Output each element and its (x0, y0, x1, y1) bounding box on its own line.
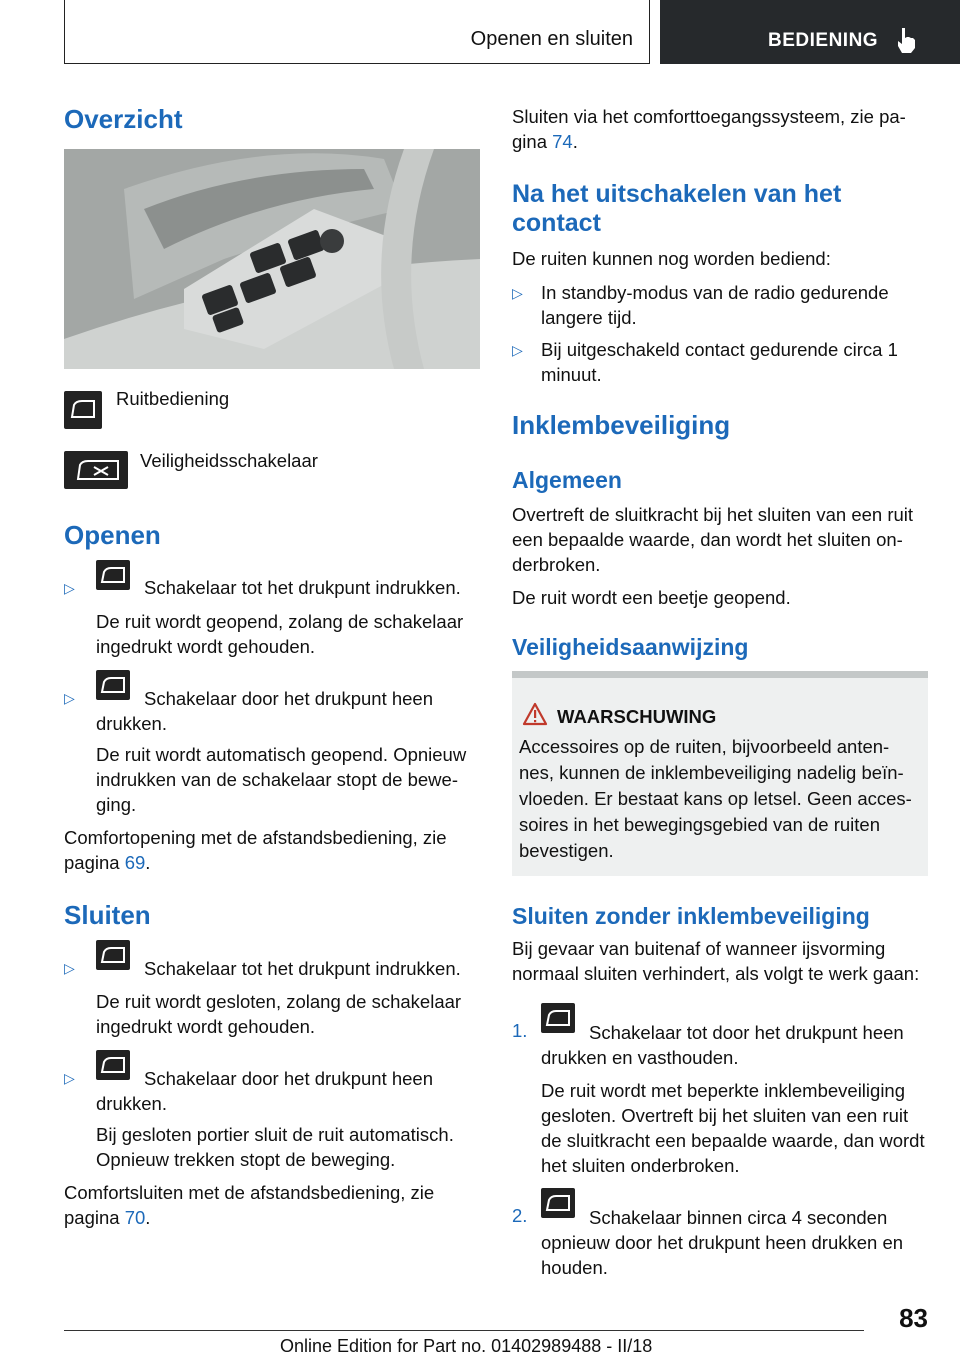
openen-bullet-1-detail: De ruit wordt geopend, zolang de schakelaar ingedrukt wordt gehouden. (96, 611, 464, 657)
page-link-74[interactable]: 74 (552, 131, 573, 152)
algemeen-text: Overtreft de sluitkracht bij het sluiten van een ruit een bepaalde waarde, dan wordt het sluiten on-derbroken. (512, 504, 914, 575)
algemeen-text-2: De ruit wordt een beetje geopend. (512, 587, 791, 608)
step-2-text: Schakelaar binnen circa 4 seconden opnieuw door het drukpunt heen drukken en houden. (541, 1207, 904, 1278)
comfortsluiten-text: Comfortsluiten met de afstandsbediening, zie pagina 70. (64, 1182, 435, 1228)
step-2-number: 2. (512, 1205, 528, 1226)
openen-bullet-2-detail: De ruit wordt automatisch geopend. Opnieuw indrukken van de schakelaar stopt de bewe-ging. (96, 744, 467, 815)
sluiten-bullet-1-detail: De ruit wordt gesloten, zolang de schakelaar ingedrukt wordt gehouden. (96, 991, 462, 1037)
warning-text: Accessoires op de ruiten, bijvoorbeeld anten-nes, kunnen de inklembeveiliging nadelig beïn-vloeden. Er bestaat kans op letsel. Geen acces-soires in het bewegingsgebied van de ruiten bevestigen. (519, 736, 912, 861)
legend-ruitbediening: Ruitbediening (116, 388, 230, 409)
sluiten-zonder-text: Bij gevaar van buitenaf of wanneer ijsvorming normaal sluiten verhindert, als volgt te werk gaan: (512, 938, 920, 984)
na-uitschakelen-heading: Na het uitschakelen van het contact (512, 180, 842, 237)
veiligheidsaanwijzing-heading: Veiligheidsaanwijzing (512, 634, 749, 660)
sluiten-zonder-heading: Sluiten zonder inklembeveiliging (512, 903, 870, 929)
hand-pointer-icon (896, 26, 918, 54)
step-1-text: Schakelaar tot door het drukpunt heen drukken en vasthouden. (541, 1022, 904, 1068)
window-switch-icon (96, 560, 130, 590)
warning-title: WAARSCHUWING (557, 706, 717, 727)
safety-switch-icon (64, 451, 128, 489)
algemeen-heading: Algemeen (512, 467, 622, 493)
page-number: 83 (899, 1303, 928, 1333)
step-1-number: 1. (512, 1020, 528, 1041)
bullet-icon: ▷ (64, 960, 75, 976)
openen-bullet-1: Schakelaar tot het drukpunt indrukken. (144, 577, 461, 598)
bullet-icon: ▷ (512, 342, 523, 358)
page-link-69[interactable]: 69 (124, 852, 146, 873)
chapter-title: Openen en sluiten (470, 28, 633, 50)
header-chapter-box (64, 0, 650, 64)
na-bullet-2: Bij uitgeschakeld contact gedurende circa 1 minuut. (541, 339, 898, 385)
door-switch-photo (64, 149, 480, 369)
legend-veiligheidsschakelaar: Veiligheidsschakelaar (140, 450, 318, 471)
footer-divider (64, 1330, 864, 1331)
window-switch-icon (64, 391, 102, 429)
na-bullet-1: In standby-modus van de radio gedurende langere tijd. (541, 282, 889, 328)
overzicht-heading: Overzicht (64, 104, 183, 134)
bullet-icon: ▷ (64, 580, 75, 596)
openen-heading: Openen (64, 520, 161, 550)
bullet-icon: ▷ (512, 285, 523, 301)
inklembeveiliging-heading: Inklembeveiliging (512, 410, 731, 440)
footer-edition: Online Edition for Part no. 01402989488 - II/18 (280, 1336, 653, 1356)
warning-triangle-icon (522, 702, 548, 726)
sluiten-heading: Sluiten (64, 900, 151, 930)
bullet-icon: ▷ (64, 690, 75, 706)
header-section-box (660, 0, 960, 64)
section-title: BEDIENING (768, 30, 879, 51)
warning-box (512, 671, 928, 876)
openen-bullet-2: Schakelaar door het drukpunt heen drukken. (96, 688, 434, 734)
sluiten-bullet-2: Schakelaar door het drukpunt heen drukken. (96, 1068, 434, 1114)
window-switch-icon (96, 940, 130, 970)
sluiten-bullet-2-detail: Bij gesloten portier sluit de ruit automatisch. Opnieuw trekken stopt de beweging. (96, 1124, 454, 1170)
step-1-detail: De ruit wordt met beperkte inklembeveiliging gesloten. Overtreft bij het sluiten van een ruit de sluitkracht een bepaalde waarde, dan wordt het sluiten onderbroken. (541, 1080, 925, 1176)
bullet-icon: ▷ (64, 1070, 75, 1086)
sluiten-bullet-1: Schakelaar tot het drukpunt indrukken. (144, 958, 461, 979)
na-uitschakelen-text: De ruiten kunnen nog worden bediend: (512, 248, 831, 269)
page-link-70[interactable]: 70 (124, 1207, 146, 1228)
comfortopening-text: Comfortopening met de afstandsbediening, zie pagina 69. (64, 827, 447, 873)
comforttoegang-text: Sluiten via het comforttoegangssysteem, zie pa-gina 74. (512, 106, 906, 152)
